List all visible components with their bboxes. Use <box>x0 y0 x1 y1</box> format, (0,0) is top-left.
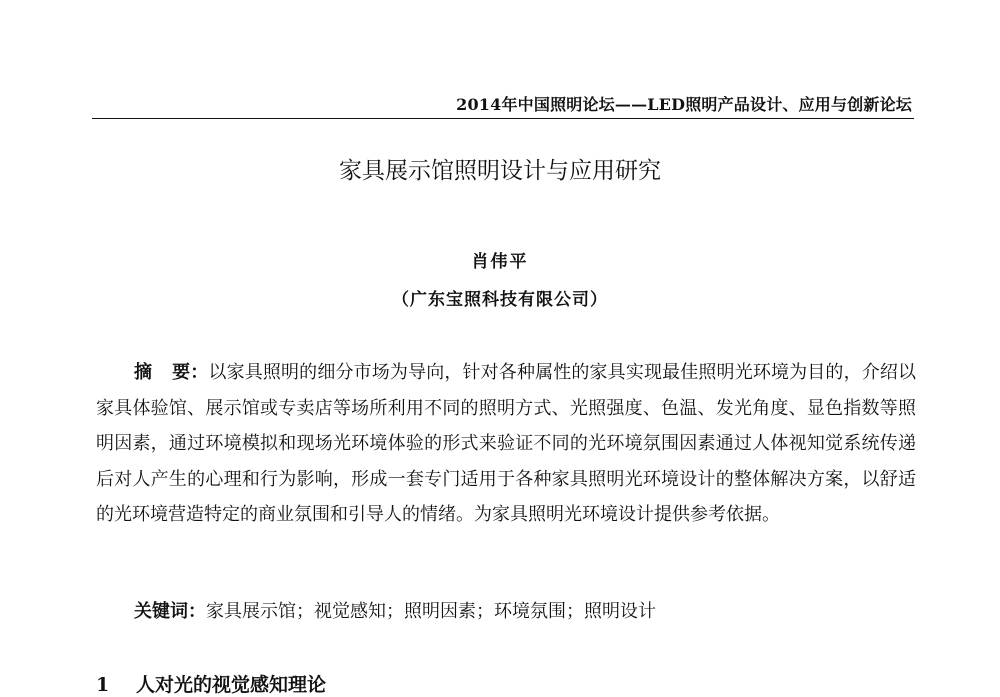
abstract-label-head: 摘 <box>134 362 173 383</box>
running-header: 2014年中国照明论坛——LED照明产品设计、应用与创新论坛 <box>456 95 912 114</box>
section-title: 人对光的视觉感知理论 <box>136 674 327 696</box>
section-heading <box>96 670 326 697</box>
keywords-label: 关键词： <box>134 601 206 622</box>
abstract <box>96 355 916 533</box>
abstract-text: 以家具照明的细分市场为导向，针对各种属性的家具实现最佳照明光环境为目的，介绍以家具体验馆、展示馆或专卖店等场所利用不同的照明方式、光照强度、色温、发光角度、显色指数等照明因素，通过环境模拟和现场光环境体验的形式来验证不同的光环境氛围因素通过人体视知觉系统传递后对人产生的心理和行为影响，形成一套专门适用于各种家具照明光环境设计的整体解决方案，以舒适的光环境营造特定的商业氛围和引导人的情绪。为家具照明光环境设计提供参考依据。 <box>96 362 917 525</box>
paper-title: 家具展示馆照明设计与应用研究 <box>339 158 661 184</box>
abstract-label-tail: 要： <box>172 362 209 383</box>
header-divider <box>92 118 914 119</box>
section-number: 1 <box>96 674 110 696</box>
author-name: 肖伟平 <box>471 252 529 272</box>
keywords <box>96 597 916 627</box>
keywords-text: 家具展示馆；视觉感知；照明因素；环境氛围；照明设计 <box>206 601 656 622</box>
author-affiliation: （广东宝照科技有限公司） <box>392 290 608 310</box>
